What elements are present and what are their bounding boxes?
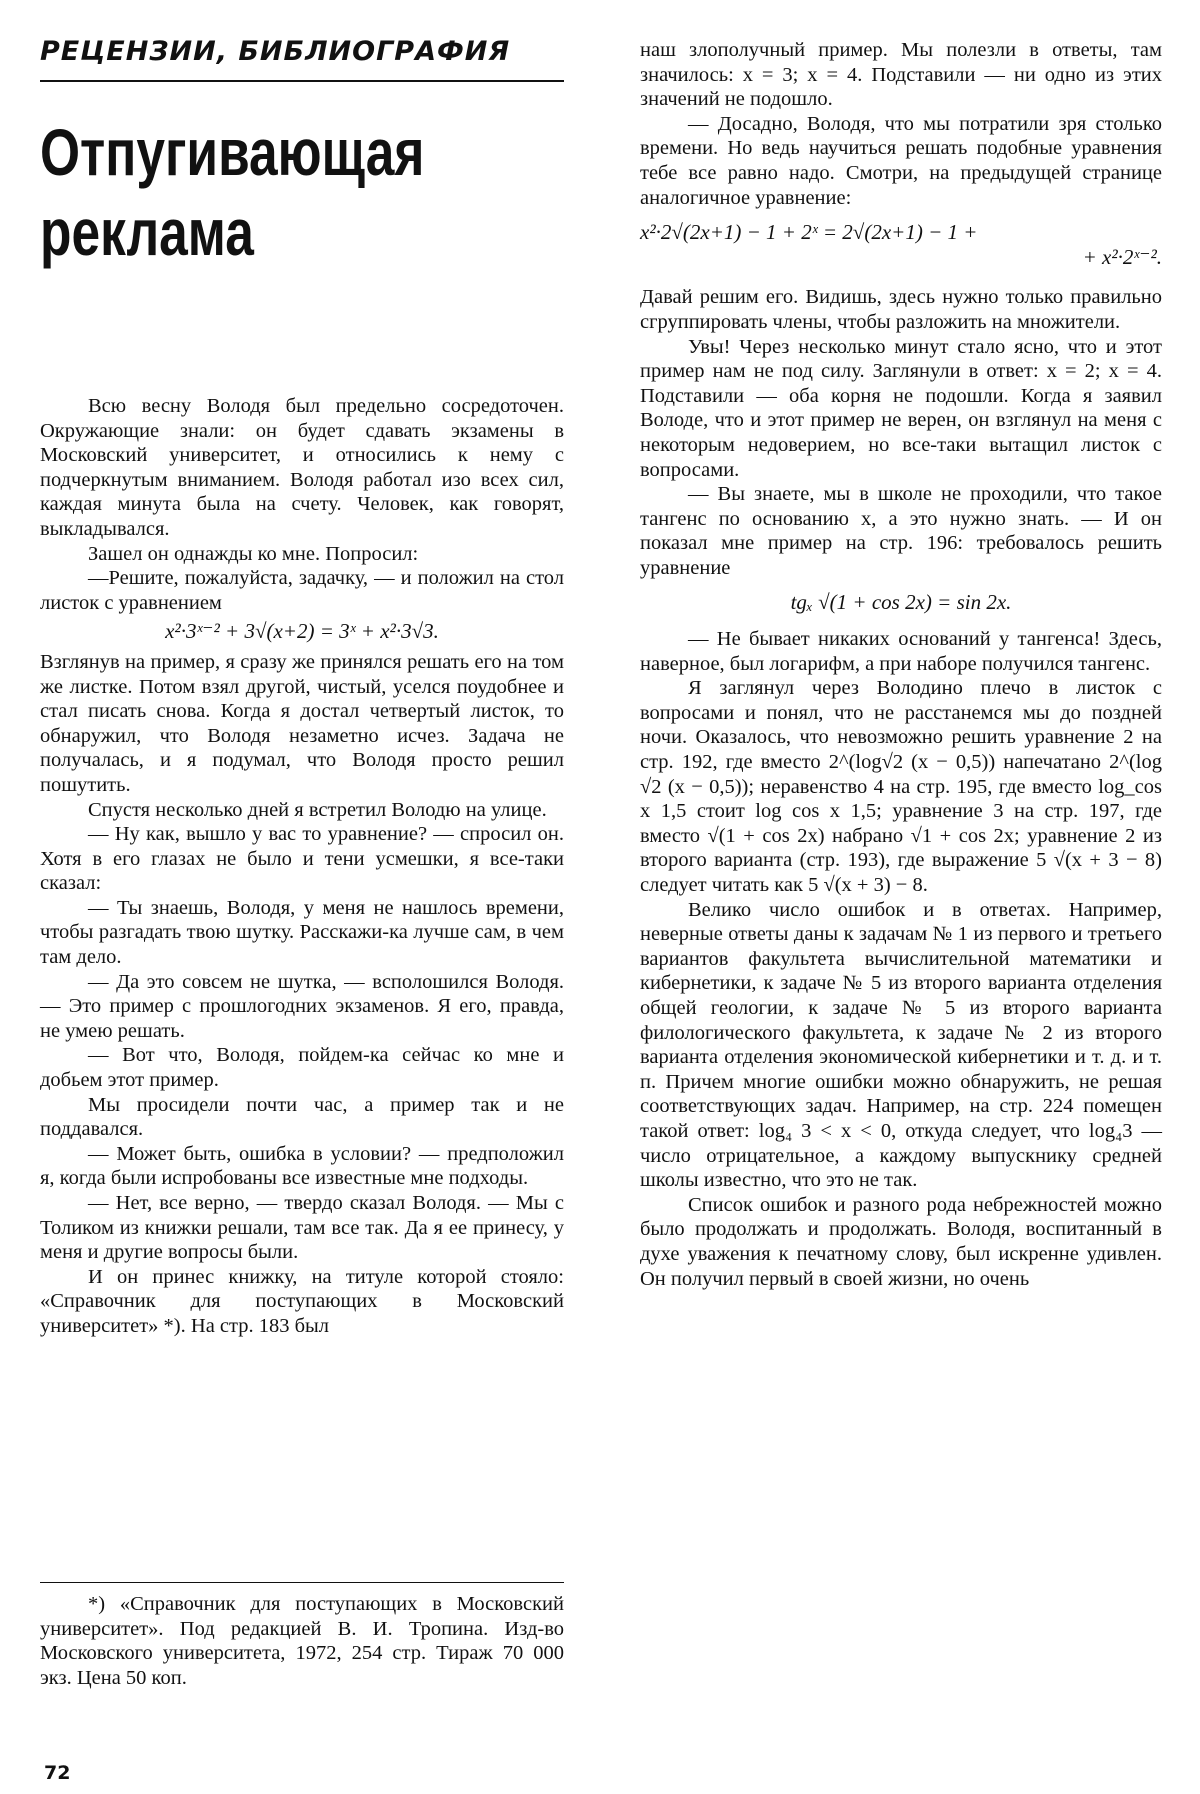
paragraph: — Досадно, Володя, что мы потратили зря столько времени. Но ведь научиться решать подобные уравнения тебе все равно надо. Смотри, на предыдущей странице аналогичное уравнение: bbox=[640, 112, 1162, 209]
paragraph: — Не бывает никаких оснований у тангенса! Здесь, наверное, был логарифм, а при наборе получился тангенс. bbox=[640, 628, 1162, 675]
paragraph: — Ты знаешь, Володя, у меня не нашлось времени, чтобы разгадать твою шутку. Расскажи-ка лучше сам, в чем там дело. bbox=[40, 896, 564, 969]
equation-3: tgₓ √(1 + cos 2x) = sin 2x. bbox=[790, 590, 1012, 615]
paragraph: Список ошибок и разного рода небрежностей можно было продолжать и продолжать. Володя, воспитанный в духе уважения к печатному слову, был искренне удивлен. Он получил первый в своей жизни, но очень bbox=[640, 1193, 1162, 1290]
footnote-rule bbox=[40, 1582, 564, 1583]
paragraph: — Вот что, Володя, пойдем-ка сейчас ко мне и добьем этот пример. bbox=[40, 1044, 564, 1092]
article-title bbox=[40, 112, 449, 272]
paragraph: Мы просидели почти час, а пример так и не поддавался. bbox=[40, 1093, 564, 1141]
paragraph: И он принес книжку, на титуле которой стояло: «Справочник для поступающих в Московский университет» *). На стр. 183 был bbox=[40, 1265, 564, 1337]
paragraph: — Нет, все верно, — твердо сказал Володя. — Мы с Толиком из книжки решали, там все так. Да я ее принесу, у меня и другие вопросы были. bbox=[40, 1192, 564, 1264]
equation-1: x²·3ˣ⁻² + 3√(x+2) = 3ˣ + x²·3√3. bbox=[165, 619, 439, 644]
paragraph: — Может быть, ошибка в условии? — предположил я, когда были испробованы все известные мне подходы. bbox=[40, 1142, 564, 1190]
paragraph: Давай решим его. Видишь, здесь нужно только правильно сгруппировать члены, чтобы разложить на множители. bbox=[640, 286, 1162, 333]
paragraph: Зашел он однажды ко мне. Попросил: bbox=[88, 542, 419, 565]
paragraph: — Вы знаете, мы в школе не проходили, что такое тангенс по основанию x, а это нужно знать. — И он показал мне пример на стр. 196: требовалось решить уравнение bbox=[640, 483, 1162, 579]
equation-2-line-2: + x²·2ˣ⁻². bbox=[1082, 244, 1162, 269]
paragraph: Я заглянул через Володино плечо в листок с вопросами и понял, что не расстанемся мы до поздней ночи. Оказалось, что невозможно решить уравнение 2 на стр. 192, где вместо 2^(log√2 (x − 0,5)) напечатано 2^(log √2 (x − 0,5)); неравенство 4 на стр. 195, где вместо log_cos x 1,5 стоит log cos x 1,5; уравнение 3 на стр. 197, где вместо √(1 + cos 2x) набрано √1 + cos 2x; уравнение 2 из второго варианта (стр. 193), где выражение 5 √(x + 3 − 8) следует читать как 5 √(x + 3) − 8. bbox=[640, 677, 1162, 896]
paragraph: Взглянув на пример, я сразу же принялся решать его на том же листке. Потом взял другой, чистый, уселся поудобнее и стал писать снова. Когда я достал четвертый листок, то обнаружил, что Володя незаметно исчез. Задача не получалась, и я подумал, что Володя просто решил пошутить. bbox=[40, 650, 564, 796]
paragraph: —Решите, пожалуйста, задачку, — и положил на стол листок с уравнением bbox=[40, 567, 564, 614]
paragraph: — Ну как, вышло у вас то уравнение? — спросил он. Хотя в его глазах не было и тени усмешки, я все-таки сказал: bbox=[40, 823, 564, 895]
article-title-line-2: реклама bbox=[40, 195, 254, 269]
paragraph: — Да это совсем не шутка, — всполошился Володя. — Это пример с прошлогодних экзаменов. Я его, правда, не умею решать. bbox=[40, 970, 564, 1042]
paragraph: Увы! Через несколько минут стало ясно, что и этот пример нам не под силу. Заглянули в ответ: x = 2; x = 4. Подставили — оба корня не подошли. Когда я заявил Володе, что и этот пример не верен, он взглянул на меня с некоторым недоверием, но все-таки вытащил листок с вопросами. bbox=[640, 335, 1162, 481]
section-heading: РЕЦЕНЗИИ, БИБЛИОГРАФИЯ bbox=[40, 36, 511, 67]
article-title-line-1: Отпугивающая bbox=[40, 115, 425, 189]
paragraph: наш злополучный пример. Мы полезли в ответы, там значилось: x = 3; x = 4. Подставили — ни одно из этих значений не подошло. bbox=[640, 39, 1162, 111]
right-column bbox=[640, 38, 1162, 1291]
paragraph: Велико число ошибок и в ответах. Например, неверные ответы даны к задачам № 1 из первого и третьего вариантов факультета вычислительной математики и кибернетики, к задаче № 5 из второго варианта отделения общей геологии, к задаче № 5 из второго варианта филологического факультета, к задаче № 2 из второго варианта отделения экономической кибернетики и т. д. и т. п. Причем многие ошибки можно обнаружить, не решая соответствующих задач. Например, на стр. 224 помещен такой ответ: log₄ 3 < x < 0, откуда следует, что log₄3 — число отрицательное, а каждому выпускнику средней школы известно, что это не так. bbox=[640, 898, 1162, 1192]
page-number: 72 bbox=[44, 1762, 71, 1784]
paragraph: Спустя несколько дней я встретил Володю на улице. bbox=[88, 798, 547, 821]
footnote: *) «Справочник для поступающих в Московский университет». Под редакцией В. И. Тропина. Изд-во Московского университета, 1972, 254 стр. Тираж 70 000 экз. Цена 50 коп. bbox=[40, 1593, 564, 1689]
equation-2-line-1: x²·2√(2x+1) − 1 + 2ˣ = 2√(2x+1) − 1 + bbox=[640, 220, 978, 245]
section-rule bbox=[40, 80, 564, 82]
left-column bbox=[40, 394, 564, 1339]
paragraph: Всю весну Володя был предельно сосредоточен. Окружающие знали: он будет сдавать экзамены в Московский университет, и относились к нему с подчеркнутым вниманием. Володя работал изо всех сил, каждая минута была на счету. Человек, как говорят, выкладывался. bbox=[40, 395, 564, 540]
